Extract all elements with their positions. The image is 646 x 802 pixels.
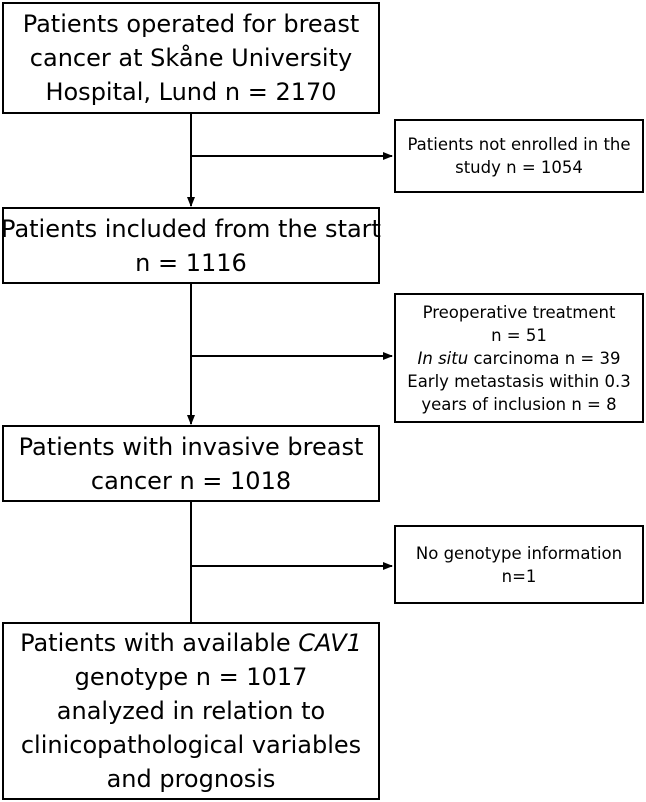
box-excluded-reasons [394, 293, 644, 423]
box-patients-included [2, 207, 380, 284]
box-analyzed-line-5: and prognosis [106, 765, 276, 793]
box-patients-operated [2, 2, 380, 114]
box-analyzed-line-4: clinicopathological variables [20, 731, 362, 759]
box-no-genotype-line-1: No genotype information [415, 543, 623, 563]
box-no-genotype-line-2: n=1 [501, 566, 537, 586]
box-not-enrolled-line-2: study n = 1054 [455, 158, 583, 177]
cav1-italic: CAV1 [298, 629, 362, 657]
box-no-genotype [394, 525, 644, 604]
box-analyzed-line-3: analyzed in relation to [56, 697, 326, 725]
box-included-line-2: n = 1116 [135, 248, 247, 277]
box-excluded-line-4: Early metastasis within 0.3 [407, 371, 631, 391]
box-not-enrolled [394, 119, 644, 193]
box-operated-line-2: cancer at Skåne University [29, 44, 353, 72]
box-invasive-line-2: cancer n = 1018 [90, 466, 292, 495]
in-situ-italic: In situ [417, 348, 469, 368]
analyzed-prefix: Patients with available [20, 629, 299, 657]
box-not-enrolled-line-1: Patients not enrolled in the [407, 135, 631, 154]
box-analyzed-line-1 [20, 626, 362, 660]
box-analyzed-cohort [2, 622, 380, 800]
box-operated-line-3: Hospital, Lund n = 2170 [45, 78, 337, 106]
box-excluded-line-2: n = 51 [491, 325, 547, 345]
box-excluded-line-1: Preoperative treatment [422, 302, 616, 322]
box-invasive-line-1: Patients with invasive breast [18, 432, 364, 461]
box-included-line-1: Patients included from the start [1, 214, 381, 243]
box-analyzed-line-2: genotype n = 1017 [74, 663, 308, 691]
box-excluded-line-3 [418, 347, 621, 370]
box-operated-line-1: Patients operated for breast [22, 10, 360, 38]
in-situ-rest: carcinoma n = 39 [468, 348, 621, 368]
box-excluded-line-5: years of inclusion n = 8 [421, 394, 617, 414]
box-invasive-cancer [2, 425, 380, 502]
